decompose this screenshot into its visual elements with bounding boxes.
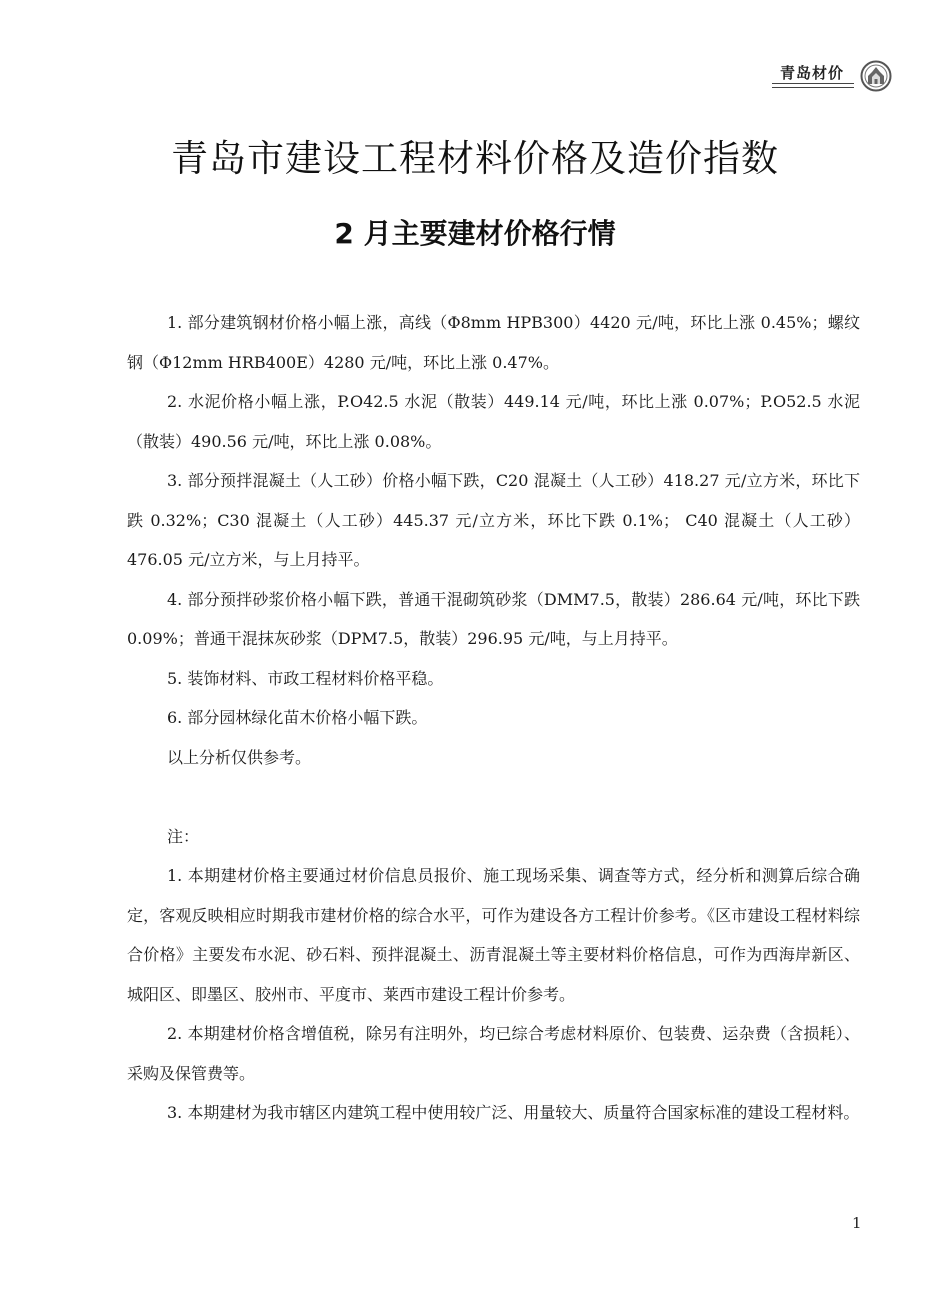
header-brand: [772, 58, 900, 94]
sub-title: 2 月主要建材价格行情: [334, 217, 616, 250]
page-number: 1: [852, 1214, 862, 1232]
analysis-item-3: 3. 部分预拌混凝土（人工砂）价格小幅下跌，C20 混凝土（人工砂）418.27 元/立方米，环比下跌 0.32%；C30 混凝土（人工砂）445.37 元/立方米，环比下跌 0.1%； C40 混凝土（人工砂）476.05 元/立方米，与上月持平。: [127, 471, 860, 569]
analysis-item-5: 5. 装饰材料、市政工程材料价格平稳。: [167, 668, 444, 688]
brand-rule: [772, 83, 854, 84]
analysis-item-6: 6. 部分园林绿化苗木价格小幅下跌。: [167, 708, 428, 727]
body-text: [127, 303, 860, 1133]
analysis-disclaimer: 以上分析仅供参考。: [167, 747, 312, 767]
note-item-3: 3. 本期建材为我市辖区内建筑工程中使用较广泛、用量较大、质量符合国家标准的建设工程材料。: [167, 1103, 860, 1122]
note-item-1: 1. 本期建材价格主要通过材价信息员报价、施工现场采集、调查等方式，经分析和测算后综合确定，客观反映相应时期我市建材价格的综合水平，可作为建设各方工程计价参考。《区市建设工程材料综合价格》主要发布水泥、砂石料、预拌混凝土、沥青混凝土等主要材料价格信息，可作为西海岸新区、城阳区、即墨区、胶州市、平度市、莱西市建设工程计价参考。: [127, 866, 860, 1004]
main-title: 青岛市建设工程材料价格及造价指数: [171, 137, 779, 180]
analysis-item-2: 2. 水泥价格小幅上涨，P.O42.5 水泥（散装）449.14 元/吨，环比上涨 0.07%；P.O52.5 水泥（散装）490.56 元/吨，环比上涨 0.08%。: [127, 392, 860, 451]
analysis-item-1: 1. 部分建筑钢材价格小幅上涨，高线（Φ8mm HPB300）4420 元/吨，环比上涨 0.45%；螺纹钢（Φ12mm HRB400E）4280 元/吨，环比上涨 0.47%。: [127, 313, 860, 372]
brand-label: 青岛材价: [780, 64, 845, 82]
brand-logo-icon: [860, 60, 892, 92]
section-spacer: [127, 777, 860, 817]
note-item-2: 2. 本期建材价格含增值税，除另有注明外，均已综合考虑材料原价、包装费、运杂费（含损耗）、采购及保管费等。: [127, 1024, 860, 1083]
brand-rule: [772, 87, 854, 88]
notes-label: 注：: [167, 826, 200, 846]
analysis-item-4: 4. 部分预拌砂浆价格小幅下跌，普通干混砌筑砂浆（DMM7.5，散装）286.64 元/吨，环比下跌 0.09%；普通干混抹灰砂浆（DPM7.5，散装）296.95 元/吨，与上月持平。: [127, 589, 860, 648]
